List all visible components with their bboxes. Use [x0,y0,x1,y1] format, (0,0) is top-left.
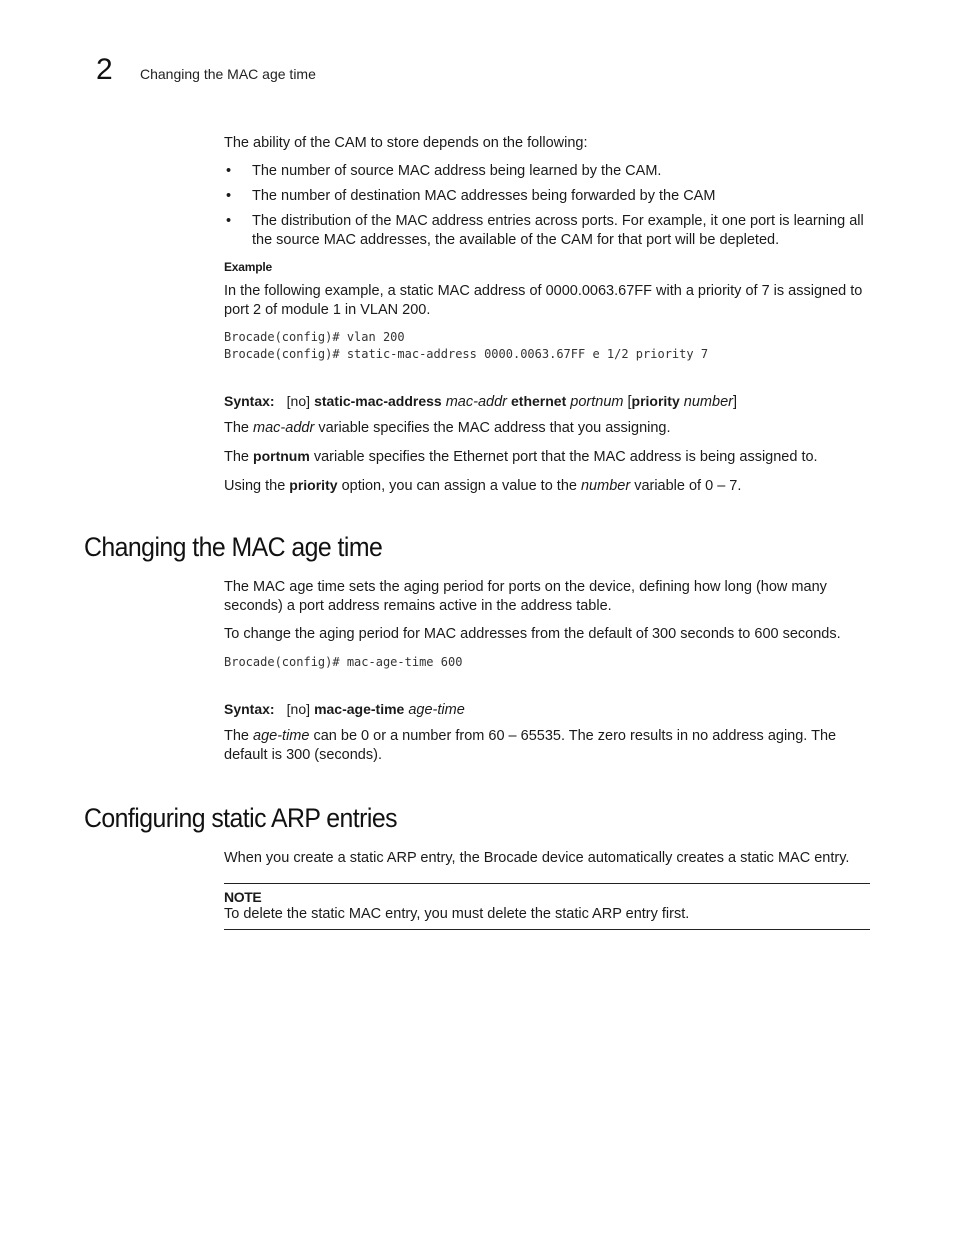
running-title: Changing the MAC age time [140,66,316,82]
note-label: NOTE [224,889,262,905]
syntax-line: Syntax: [no] mac-age-time age-time [224,701,465,718]
intro-paragraph: The ability of the CAM to store depends on the following: [224,135,588,151]
mac-age-paragraph: The MAC age time sets the aging period for ports on the device, defining how long (how many seconds) a port address remains active in the address table. [224,579,827,614]
chapter-number: 2 [96,53,113,86]
list-item: • The number of destination MAC addresses being forwarded by the CAM [226,188,716,204]
bullet-icon: • [226,213,232,229]
arp-paragraph: When you create a static ARP entry, the Brocade device automatically creates a static MAC entry. [224,850,850,866]
note-text: To delete the static MAC entry, you must delete the static ARP entry first. [224,906,690,922]
portnum-description: The portnum variable specifies the Ethernet port that the MAC address is being assigned to. [224,448,818,465]
code-block: Brocade(config)# mac-age-time 600 [224,655,463,669]
mac-age-paragraph-2: To change the aging period for MAC addresses from the default of 300 seconds to 600 seconds. [224,626,841,642]
age-time-description: The age-time can be 0 or a number from 60 – 65535. The zero results in no address aging. The default is 300 (seconds). [224,728,837,763]
list-item: • The distribution of the MAC address entries across ports. For example, it one port is learning all the source MAC addresses, the available of the CAM for that port will be depleted. [226,213,864,248]
note-box [224,883,870,930]
mac-addr-description: The mac-addr variable specifies the MAC address that you assigning. [224,420,671,436]
syntax-line: Syntax: [no] static-mac-address mac-addr ethernet portnum [priority number] [224,393,737,410]
bullet-icon: • [226,163,232,179]
bullet-icon: • [226,188,232,204]
list-item: • The number of source MAC address being learned by the CAM. [226,163,662,179]
code-block: Brocade(config)# vlan 200 Brocade(config)# static-mac-address 0000.0063.67FF e 1/2 priority 7 [224,330,709,361]
priority-description: Using the priority option, you can assign a value to the number variable of 0 – 7. [224,477,742,494]
bullet-list [224,162,874,256]
example-label: Example [224,260,272,274]
section-heading-mac-age: Changing the MAC age time [84,532,383,562]
section-heading-arp: Configuring static ARP entries [84,803,397,833]
example-paragraph: In the following example, a static MAC address of 0000.0063.67FF with a priority of 7 is assigned to port 2 of module 1 in VLAN 200. [224,283,863,318]
